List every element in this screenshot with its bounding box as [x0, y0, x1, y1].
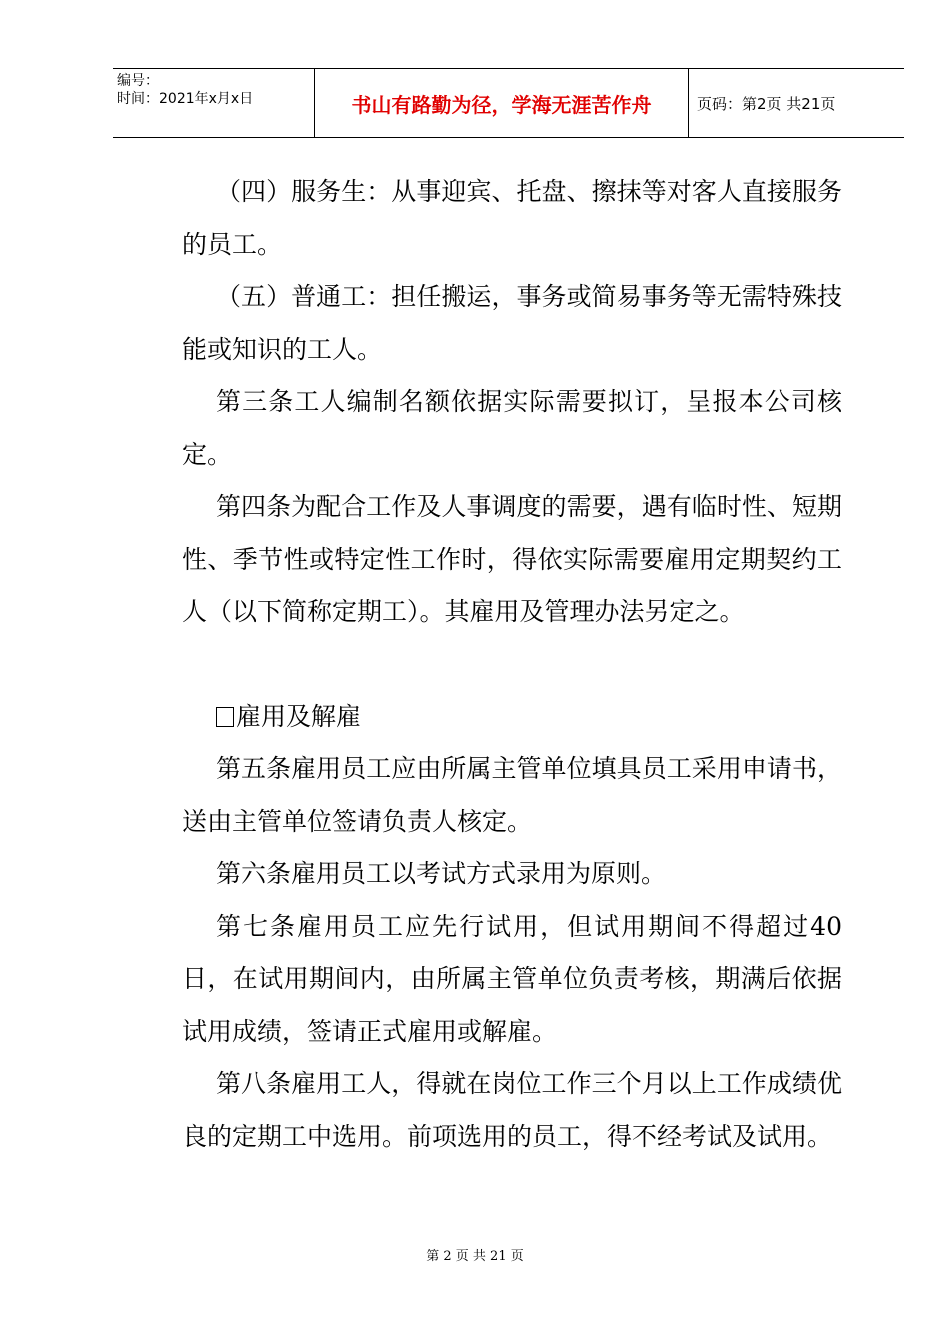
- blank-line: [182, 639, 842, 691]
- header-page-info: 页码：第2页 共21页: [697, 94, 836, 113]
- paragraph: 第七条雇用员工应先行试用，但试用期间不得超过40日，在试用期间内，由所属主管单位负责考核，期满后依据试用成绩，签请正式雇用或解雇。: [182, 911, 842, 1046]
- page-footer: 第 2 页 共 21 页: [426, 1249, 524, 1264]
- code-label: 编号：: [117, 73, 159, 89]
- page-header: [113, 68, 904, 138]
- paragraph: 第五条雇用员工应由所属主管单位填具员工采用申请书，送由主管单位签请负责人核定。: [182, 754, 842, 836]
- document-body: [182, 166, 842, 1163]
- header-motto: 书山有路勤为径，学海无涯苦作舟: [314, 69, 689, 137]
- paragraph: （四）服务生：从事迎宾、托盘、擦抹等对客人直接服务的员工。: [182, 177, 842, 259]
- section-heading: [182, 691, 842, 744]
- paragraph: 第四条为配合工作及人事调度的需要，遇有临时性、短期性、季节性或特定性工作时，得依实际需要雇用定期契约工人（以下简称定期工）。其雇用及管理办法另定之。: [182, 492, 842, 626]
- checkbox-icon: [216, 707, 234, 727]
- paragraph: 第六条雇用员工以考试方式录用为原则。: [216, 859, 667, 888]
- header-meta: [113, 69, 314, 137]
- section-title: 雇用及解雇: [236, 701, 362, 731]
- paragraph: 第八条雇用工人，得就在岗位工作三个月以上工作成绩优良的定期工中选用。前项选用的员工，得不经考试及试用。: [182, 1069, 842, 1151]
- time-label: 时间：2021年x月x日: [117, 91, 254, 107]
- paragraph: 第三条工人编制名额依据实际需要拟订，呈报本公司核定。: [182, 387, 842, 469]
- paragraph: （五）普通工：担任搬运，事务或简易事务等无需特殊技能或知识的工人。: [182, 282, 842, 364]
